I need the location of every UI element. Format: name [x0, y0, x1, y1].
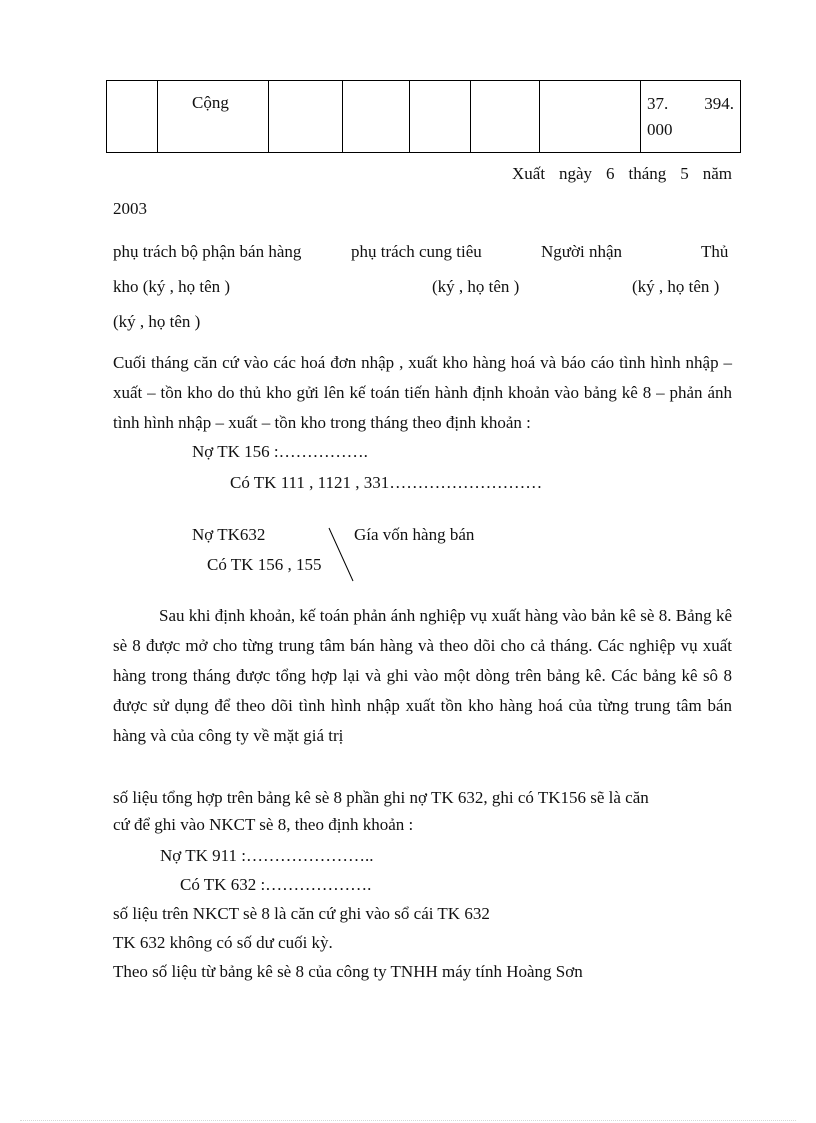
table-cell — [410, 81, 471, 153]
date-word: ngày — [559, 164, 593, 183]
entry-slash-divider — [327, 526, 357, 584]
paragraph-2 — [113, 601, 732, 751]
date-word: Xuất — [512, 164, 546, 183]
date-line — [512, 164, 732, 184]
signature-sign: kho (ký , họ tên ) — [113, 277, 231, 296]
signature-sign: (ký , họ tên ) — [432, 277, 520, 296]
entry2-debit: Nợ TK632 — [192, 525, 266, 544]
total-part-a: 37. — [647, 94, 669, 113]
signature-role: Thủ — [701, 242, 729, 261]
table-row — [107, 81, 741, 153]
signature-role: phụ trách bộ phận bán hàng — [113, 242, 302, 261]
paragraph-3-line2: cứ để ghi vào NKCT sè 8, theo định khoản : — [113, 815, 414, 834]
entry3-credit: Có TK 632 :………………. — [180, 875, 372, 894]
entry3-debit: Nợ TK 911 :………………….. — [160, 846, 374, 865]
table-cell-total — [641, 81, 741, 153]
entry2-credit: Có TK 156 , 155 — [207, 555, 322, 574]
table-cell — [158, 81, 269, 153]
total-part-c: 000 — [647, 120, 673, 139]
signature-role: Người nhận — [541, 242, 622, 261]
date-word: tháng — [628, 164, 667, 183]
table-cell — [107, 81, 158, 153]
date-word: 6 — [606, 164, 615, 183]
table-cell — [269, 81, 343, 153]
intro-paragraph: Cuối tháng căn cứ vào các hoá đơn nhập , xuất kho hàng hoá và báo cáo tình hình nhập –xuất – tồn kho do thủ kho gửi lên kế toán tiến hành định khoản vào bảng kê 8 – phản ánh tình hình nhập – xuất – tồn kho trong tháng theo định khoản : — [113, 353, 732, 432]
table-cell — [471, 81, 540, 153]
closing-line: Theo số liệu từ bảng kê sè 8 của công ty TNHH máy tính Hoàng Sơn — [113, 962, 583, 981]
paragraph-2-text: Sau khi định khoản, kế toán phản ánh nghiệp vụ xuất hàng vào bản kê sè 8. Bảng kê sè 8 được mở cho từng trung tâm bán hàng và theo dõi cho cả tháng. Các nghiệp vụ xuất hàng trong tháng được tổng hợp lại và ghi vào một dòng trên bảng kê. Các bảng kê sô 8 được sử dụng để theo dõi tình hình nhập xuất tồn kho hàng hoá của từng trung tâm bán hàng và của công ty về mặt giá trị — [113, 606, 732, 745]
signature-sign: (ký , họ tên ) — [632, 277, 720, 296]
entry1-debit: Nợ TK 156 :……………. — [192, 442, 368, 461]
total-part-b: 394. — [704, 94, 734, 113]
closing-line: số liệu trên NKCT sè 8 là căn cứ ghi vào sổ cái TK 632 — [113, 904, 490, 923]
total-label: Cộng — [192, 93, 229, 112]
table-cell — [343, 81, 410, 153]
table-cell — [540, 81, 641, 153]
date-year: 2003 — [113, 199, 147, 218]
page-bottom-divider — [20, 1120, 796, 1121]
summary-table — [106, 80, 741, 153]
signature-sign: (ký , họ tên ) — [113, 312, 201, 331]
entry2-note: Gía vốn hàng bán — [354, 525, 475, 544]
signature-role: phụ trách cung tiêu — [351, 242, 482, 261]
entry1-credit: Có TK 111 , 1121 , 331……………………… — [230, 473, 543, 492]
closing-line: TK 632 không có số dư cuối kỳ. — [113, 933, 333, 952]
date-word: 5 — [680, 164, 689, 183]
paragraph-3-line1: số liệu tổng hợp trên bảng kê sè 8 phần ghi nợ TK 632, ghi có TK156 sẽ là căn — [113, 788, 649, 807]
date-word: năm — [702, 164, 732, 183]
